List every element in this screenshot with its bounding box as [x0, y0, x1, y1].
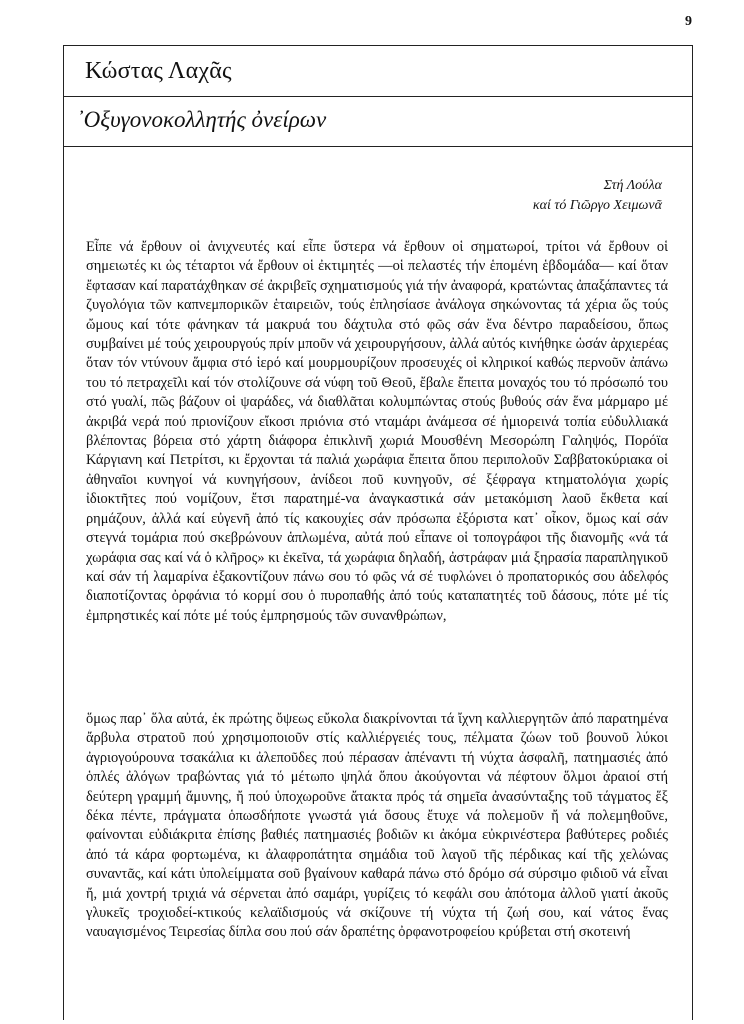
- dedication-line-1: Στή Λούλα: [603, 178, 662, 193]
- author-header: [64, 46, 692, 97]
- body-paragraph-2: ὅμως παρ᾽ ὅλα αὐτά, ἐκ πρώτης ὄψεως εὔκολα διακρίνονται τά ἴχνη καλλιεργητῶν ἀπό παρατημένα ἄρβυλα στρατοῦ πού χρησιμοποιοῦν στίς καλλιέργειές τους, πέλματα ζώων τοῦ βουνοῦ λύκοι ἀγριογούρουνα τσακάλια κι ἀλεποῦδες πού πέρασαν ἀπέναντι τή νύχτα ἀσφαλῆ, πατημασιές ἀπό ὁπλές ἀλόγων τραβώντας γιά τό μέτωπο ψηλά ὅπου ἀκούγονται νά πέφτουν ὅλμοι ἀραιοί στή δεύτερη γραμμή ἄμυνης, ἤ πού ὑποχωροῦνε ἄτακτα πρός τά σημεῖα ἀνασύνταξης τοῦ τάγματος ἕξ δέκα πέντε, πράγματα ὁπωσδήποτε γνωστά γιά ὅσους ἔτυχε νά πολεμοῦν ἤ νά πολεμηθοῦνε, φαίνονται εὐδιάκριτα ἐπίσης βαθιές πατημασιές βοδιῶν κι ἀκόμα εὐκρινέστερα βαθύτερες ροδιές ἀπό τά κάρα φορτωμένα, κι ἀλαφροπάτητα σημάδια τοῦ λαγοῦ τῆς πέρδικας καί τῆς χελώνας συναντᾶς, καί κάτι ὑπολείμματα σοῦ βγαίνουν καθαρά πάνω στό δρόμο σά σύρσιμο φιδιοῦ νά εἶναι ἤ, μιά χοντρή τριχιά νά σέρνεται ἀπό σαμάρι, γυρίζεις τό κεφάλι σου ἀπότομα ἀλλοῦ γιατί ἀκοῦς γλυκεῖς τροχιοδεί-κτικούς κελαϊδισμούς νά σκίζουνε τή νύχτα τή ζωή σου, καί νάτος ἕνας ναυαγισμένος Τειρεσίας δίπλα σου πού σάν δραπέτης ὀρφανοτροφείου κρύβεται στή σκοτεινή: [86, 711, 668, 941]
- page-number: 9: [685, 14, 692, 29]
- poem-title: ᾽Οξυγονοκολλητής ὀνείρων: [76, 107, 327, 132]
- body-paragraph-1: Εἶπε νά ἔρθουν οἱ ἀνιχνευτές καί εἶπε ὕστερα νά ἔρθουν οἱ σηματωροί, τρίτοι νά ἔρθουν οἱ σημειωτές κι ὡς τέταρτοι νά ἔρθουν οἱ ἐκτιμητές —οἱ πελαστές τήν ἑπομένη ἑβδομάδα— καί ὅταν ἔφτασαν καί παρατάχθηκαν σέ ἀκριβεῖς σχηματισμούς γιά τήν ἀναφορά, κρατώντας ἀπαξάπαντες τά ζυγολόγια τῶν καπνεμπορικῶν ἑταιρειῶν, τούς ἐπλησίασε ἀνάλογα σηκώνοντας τά χέρια ὥς τούς ὤμους καί τότε φάνηκαν τά μακρυά του δάχτυλα στό φῶς σάν ἕνα δέντρο παραδείσου, ὅπως συμβαίνει μέ τούς χειρουργούς πρίν μποῦν νά χειρουργήσουν, ἀλλά αὐτός κινήθηκε ὡσάν ἀρχιερέας ὅταν τόν ντύνουν ἅμφια στό ἱερό καί μουρμουρίζουν προσευχές οἱ κληρικοί καθώς περνοῦν ἀπάνω του τό πετραχεῖλι καί τόν στολίζουνε σά νύφη τοῦ Θεοῦ, ἔβαλε ἔπειτα μοναχός του τό πρόσωπό του στό γυαλί, πῶς βάζουν οἱ ψαράδες, νά διαθλᾶται κολυμπώντας στούς βυθούς σάν ἕνα μάρμαρο μέ ἀκριβά νερά πού πριονίζουν εἴκοσι πριόνια στό νταμάρι ἀνάμεσα σέ ἡμιορεινά τοπία εὐδυλλιακά βλέποντας βόρεια στό χάρτη διάφορα ἐπικλινῆ χωριά Μουσθένη Μεσορώπη Γαληψός, Πορόϊα Κάργιανη καί Πετρίτσι, κι ἔρχονται τά παλιά χωράφια ἔπειτα ὅπου περιπολοῦν Σαββατοκύριακα οἱ ἀθηναῖοι κυνηγοί νά κυνηγήσουν, ἀνίδεοι ποῦ κυνηγοῦν, σέ ξέφραγα κτηματολόγια χωρίς ἰδιοκτῆτες πού νομίζουν, ἔτσι παρατημέ-να ἀναγκαστικά σάν μετακόμιση λαοῦ ἔκθετα καί ρημάζουν, ἀλλά καί εὐγενῆ ἀπό τίς κακουχίες σάν πρόσωπα ἐξόριστα κατ᾽ οἶκον, ὅμως καί σάν στεγνά τομάρια πού σκεβρώνουν ἁπλωμένα, αὐτά πού εἶπανε οἱ τοπογράφοι τῆς διανομῆς «νά τά χωράφια σας καί νά ὁ κλῆρος» κι ἐκεῖνα, τά χωράφια δηλαδή, ἀστράφαν μιά ξηρασία παραπληγικοῦ καί σάν τή λαμαρίνα ἐξακοντίζουν πάνω σου τό φῶς νά σέ τυφλώνει ὁ προπατορικός σου ἀδελφός διαποτίζοντας ὀρφάνια τό κορμί σου ὁ πυροπαθής ἀπό τούς καταπατητές τοῦ δάσους, πότε μέ τίς ἐμπρηστικές καί πότε μέ τούς ἐμπρησμούς τῶν συνανθρώπων,: [86, 239, 668, 624]
- page-frame: [63, 45, 693, 1020]
- dedication-line-2: καί τό Γιῶργο Χειμωνᾶ: [532, 198, 662, 213]
- title-header: [64, 97, 692, 147]
- dedication: [533, 176, 662, 216]
- author-name: Κώστας Λαχᾶς: [85, 58, 232, 84]
